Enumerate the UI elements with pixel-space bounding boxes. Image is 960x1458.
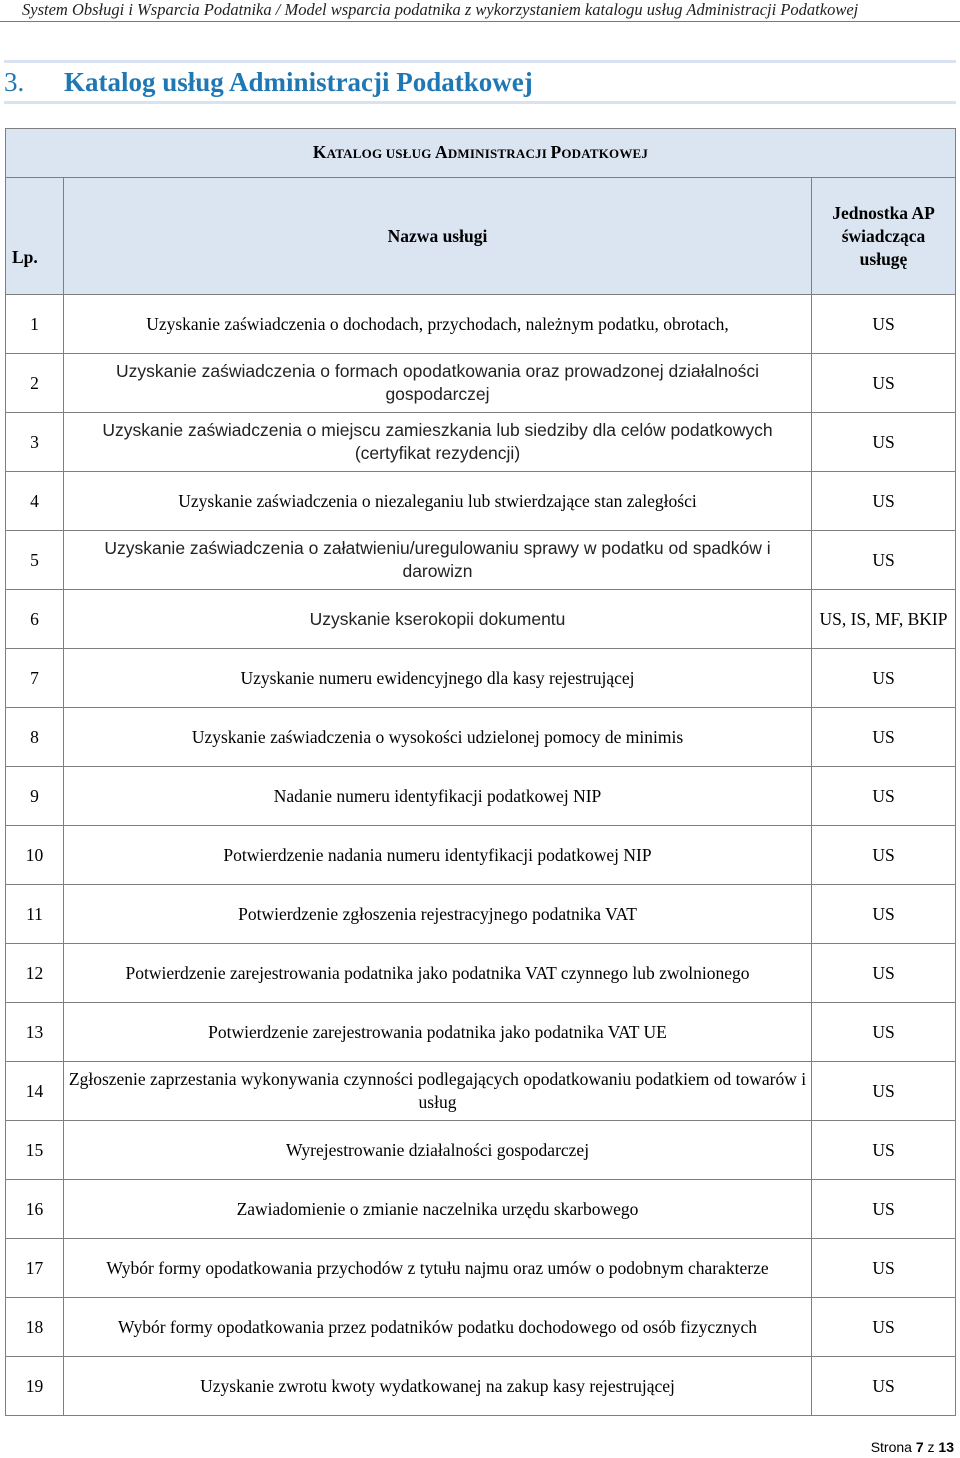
table-row xyxy=(6,1003,956,1062)
running-header-text: System Obsługi i Wsparcia Podatnika / Model wsparcia podatnika z wykorzystaniem katalogu usług Administracji Podatkowej xyxy=(22,0,859,19)
page-total: 13 xyxy=(938,1439,954,1455)
column-header-unit: Jednostka AP świadcząca usługę xyxy=(812,178,956,295)
row-unit: US xyxy=(812,1062,956,1121)
table-row xyxy=(6,354,956,413)
row-lp: 7 xyxy=(6,649,64,708)
row-service-name: Uzyskanie zaświadczenia o dochodach, przychodach, należnym podatku, obrotach, xyxy=(64,295,812,354)
row-service-name: Uzyskanie zaświadczenia o wysokości udzielonej pomocy de minimis xyxy=(64,708,812,767)
row-service-name: Zgłoszenie zaprzestania wykonywania czynności podlegających opodatkowaniu podatkiem od towarów i usług xyxy=(64,1062,812,1121)
table-row xyxy=(6,1298,956,1357)
row-service-name: Uzyskanie zwrotu kwoty wydatkowanej na zakup kasy rejestrującej xyxy=(64,1357,812,1416)
row-service-name: Potwierdzenie zgłoszenia rejestracyjnego podatnika VAT xyxy=(64,885,812,944)
row-unit: US xyxy=(812,649,956,708)
row-unit: US xyxy=(812,1298,956,1357)
row-service-name: Uzyskanie zaświadczenia o formach opodatkowania oraz prowadzonej działalności gospodarczej xyxy=(64,354,812,413)
row-unit: US xyxy=(812,354,956,413)
row-lp: 16 xyxy=(6,1180,64,1239)
table-row xyxy=(6,413,956,472)
row-lp: 6 xyxy=(6,590,64,649)
table-row xyxy=(6,826,956,885)
service-catalog-table xyxy=(5,128,956,1416)
row-unit: US xyxy=(812,708,956,767)
table-row xyxy=(6,472,956,531)
row-unit: US xyxy=(812,413,956,472)
row-lp: 3 xyxy=(6,413,64,472)
row-service-name: Potwierdzenie nadania numeru identyfikacji podatkowej NIP xyxy=(64,826,812,885)
table-caption: KATALOG USŁUG ADMINISTRACJI PODATKOWEJ xyxy=(6,129,956,178)
row-service-name: Potwierdzenie zarejestrowania podatnika jako podatnika VAT czynnego lub zwolnionego xyxy=(64,944,812,1003)
row-service-name: Potwierdzenie zarejestrowania podatnika jako podatnika VAT UE xyxy=(64,1003,812,1062)
row-unit: US xyxy=(812,1357,956,1416)
table-row xyxy=(6,531,956,590)
column-header-name: Nazwa usługi xyxy=(64,178,812,295)
row-lp: 8 xyxy=(6,708,64,767)
row-unit: US, IS, MF, BKIP xyxy=(812,590,956,649)
table-row xyxy=(6,1062,956,1121)
row-lp: 17 xyxy=(6,1239,64,1298)
row-unit: US xyxy=(812,944,956,1003)
row-unit: US xyxy=(812,1003,956,1062)
row-lp: 4 xyxy=(6,472,64,531)
row-service-name: Uzyskanie zaświadczenia o miejscu zamieszkania lub siedziby dla celów podatkowych (certyfikat rezydencji) xyxy=(64,413,812,472)
row-unit: US xyxy=(812,826,956,885)
row-lp: 2 xyxy=(6,354,64,413)
table-row xyxy=(6,590,956,649)
page-footer xyxy=(871,1438,954,1456)
row-lp: 9 xyxy=(6,767,64,826)
row-unit: US xyxy=(812,295,956,354)
table-row xyxy=(6,649,956,708)
row-lp: 15 xyxy=(6,1121,64,1180)
table-row xyxy=(6,1357,956,1416)
section-heading-border-bottom xyxy=(4,101,956,104)
row-unit: US xyxy=(812,1121,956,1180)
row-lp: 11 xyxy=(6,885,64,944)
section-heading xyxy=(4,64,956,100)
row-lp: 18 xyxy=(6,1298,64,1357)
row-unit: US xyxy=(812,1180,956,1239)
table-row xyxy=(6,944,956,1003)
row-service-name: Nadanie numeru identyfikacji podatkowej NIP xyxy=(64,767,812,826)
table-row xyxy=(6,295,956,354)
row-lp: 19 xyxy=(6,1357,64,1416)
row-service-name: Zawiadomienie o zmianie naczelnika urzędu skarbowego xyxy=(64,1180,812,1239)
column-header-lp: Lp. xyxy=(6,178,64,295)
row-service-name: Wybór formy opodatkowania przychodów z tytułu najmu oraz umów o podobnym charakterze xyxy=(64,1239,812,1298)
row-lp: 1 xyxy=(6,295,64,354)
section-number: 3. xyxy=(4,67,25,97)
header-rule xyxy=(0,21,960,22)
row-unit: US xyxy=(812,767,956,826)
table-row xyxy=(6,885,956,944)
table-row xyxy=(6,1180,956,1239)
page-of-label: z xyxy=(927,1439,935,1455)
running-header xyxy=(0,0,960,22)
row-unit: US xyxy=(812,885,956,944)
row-lp: 13 xyxy=(6,1003,64,1062)
row-lp: 5 xyxy=(6,531,64,590)
row-lp: 12 xyxy=(6,944,64,1003)
row-service-name: Wyrejestrowanie działalności gospodarczej xyxy=(64,1121,812,1180)
section-title: Katalog usług Administracji Podatkowej xyxy=(64,67,533,97)
table-row xyxy=(6,1239,956,1298)
row-service-name: Uzyskanie zaświadczenia o niezaleganiu lub stwierdzające stan zaległości xyxy=(64,472,812,531)
page-label: Strona xyxy=(870,1439,912,1455)
section-heading-border-top xyxy=(4,60,956,63)
page-number: 7 xyxy=(915,1439,924,1455)
row-lp: 10 xyxy=(6,826,64,885)
row-unit: US xyxy=(812,1239,956,1298)
table-row xyxy=(6,767,956,826)
table-row xyxy=(6,708,956,767)
table-row xyxy=(6,1121,956,1180)
row-service-name: Uzyskanie numeru ewidencyjnego dla kasy rejestrującej xyxy=(64,649,812,708)
row-lp: 14 xyxy=(6,1062,64,1121)
row-service-name: Uzyskanie zaświadczenia o załatwieniu/uregulowaniu sprawy w podatku od spadków i darowizn xyxy=(64,531,812,590)
row-unit: US xyxy=(812,472,956,531)
row-unit: US xyxy=(812,531,956,590)
row-service-name: Uzyskanie kserokopii dokumentu xyxy=(64,590,812,649)
row-service-name: Wybór formy opodatkowania przez podatników podatku dochodowego od osób fizycznych xyxy=(64,1298,812,1357)
